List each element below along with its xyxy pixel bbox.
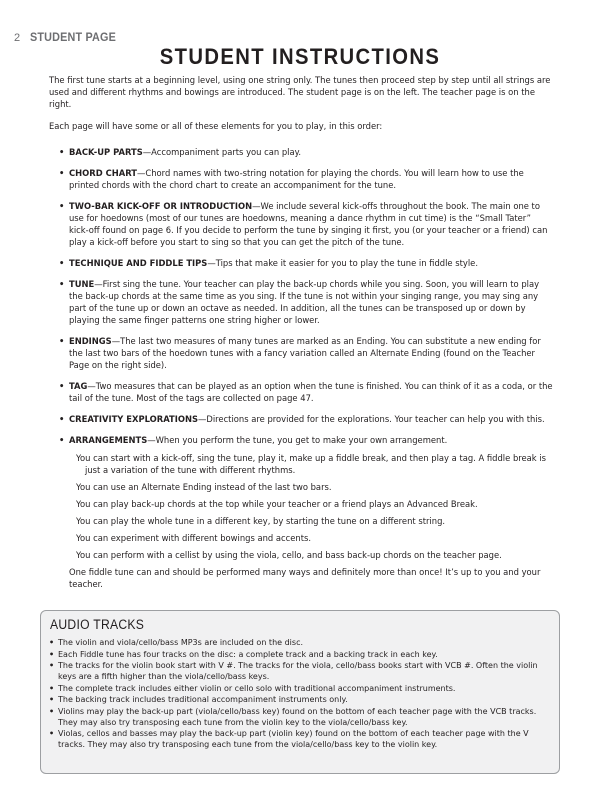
element-term: ARRANGEMENTS	[69, 435, 148, 445]
element-term: TUNE	[69, 279, 95, 289]
element-term: TAG	[69, 381, 88, 391]
arrangement-item: You can play back-up chords at the top while your teacher or a friend plays an Advanced Break.	[76, 499, 478, 509]
audio-item: • Each Fiddle tune has four tracks on the disc: a complete track and a backing track in each key.	[49, 649, 549, 660]
element-text: —Directions are provided for the explorations. Your teacher can help you with this.	[198, 414, 545, 424]
element-text: —Accompaniment parts you can play.	[142, 147, 302, 157]
arrangement-item: You can use an Alternate Ending instead of the last two bars.	[76, 482, 332, 492]
element-endings	[59, 335, 553, 371]
audio-item: • The tracks for the violin book start with V #. The tracks for the viola, cello/bass books start with VCB #. Often the violin keys are a fifth higher than the viola/cello/bass keys.	[49, 660, 549, 682]
page-number: 2	[14, 32, 21, 44]
arrangement-item: You can experiment with different bowings and accents.	[76, 533, 312, 543]
element-term: BACK-UP PARTS	[69, 147, 143, 157]
arrangements-list	[69, 452, 553, 561]
element-term: TWO-BAR KICK-OFF OR INTRODUCTION	[69, 201, 253, 211]
element-tag	[59, 380, 553, 404]
section-label: STUDENT PAGE	[30, 30, 117, 44]
element-term: CHORD CHART	[69, 168, 138, 178]
element-kick-off	[59, 200, 553, 248]
arrangement-item: You can play the whole tune in a different key, by starting the tune on a different string.	[76, 516, 446, 526]
audio-item: • The violin and viola/cello/bass MP3s are included on the disc.	[49, 637, 549, 648]
arrangement-item: You can start with a kick-off, sing the tune, play it, make up a fiddle break, and then play a tag. A fiddle break is just a variation of the tune with different rhythms.	[76, 453, 547, 475]
element-text: —First sing the tune. Your teacher can play the back-up chords while you sing. Soon, you will learn to play the back-up chords at the same time as you sing. If the tune is not within your singing range, you may sing any part of the tune up or down an octave as needed. In addition, all the tunes can be transposed up or down by playing the same finger patterns one string higher or lower.	[69, 279, 540, 325]
element-text: —The last two measures of many tunes are marked as an Ending. You can substitute a new ending for the last two bars of the hoedown tunes with a fancy variation called an Alternate Ending (found on the Teacher Page on the right side).	[69, 336, 541, 370]
audio-tracks-box	[40, 610, 560, 774]
element-text: —When you perform the tune, you get to make your own arrangement.	[147, 435, 448, 445]
audio-item: • Violins may play the back-up part (viola/cello/bass key) found on the bottom of each teacher page with the VCB tracks. They may also try transposing each tune from the violin key to the viola/cello/bass key.	[49, 706, 549, 728]
element-back-up-parts	[59, 146, 553, 158]
instructions-body	[49, 74, 553, 590]
page-title: STUDENT INSTRUCTIONS	[159, 44, 441, 69]
audio-item: • The backing track includes traditional accompaniment instruments only.	[49, 694, 549, 705]
audio-item: • The complete track includes either violin or cello solo with traditional accompaniment instruments.	[49, 683, 549, 694]
element-text: —We include several kick-offs throughout the book. The main one to use for hoedowns (most of our tunes are hoedowns, meaning a dance rhythm in cut time) is the “Small Tater” kick-off found on page 6. If you decide to perform the tune by singing it first, you (or your teacher or a friend) can play a kick-off before you start to sing so that you can get the pitch of the tune.	[69, 201, 548, 247]
element-technique-tips	[59, 257, 553, 269]
element-creativity	[59, 413, 553, 425]
elements-list	[49, 146, 553, 561]
arrangement-item: You can perform with a cellist by using the viola, cello, and bass back-up chords on the teacher page.	[76, 550, 502, 560]
element-arrangements	[59, 434, 553, 561]
closing-paragraph: One fiddle tune can and should be performed many ways and definitely more than once! It’s up to you and your teacher.	[69, 567, 541, 589]
element-text: —Chord names with two-string notation for playing the chords. You will learn how to use the printed chords with the chord chart to create an accompaniment for the tune.	[69, 168, 524, 190]
audio-item: • Violas, cellos and basses may play the back-up part (violin key) found on the bottom of each teacher page with the V tracks. They may also try transposing each tune from the viola/cello/bass key to the violin key.	[49, 728, 549, 750]
element-text: —Two measures that can be played as an option when the tune is finished. You can think of it as a coda, or the tail of the tune. Most of the tags are collected on page 47.	[69, 381, 553, 403]
element-tune	[59, 278, 553, 326]
intro-order-paragraph: Each page will have some or all of these elements for you to play, in this order:	[49, 121, 383, 131]
audio-tracks-title: AUDIO TRACKS	[50, 617, 145, 632]
element-chord-chart	[59, 167, 553, 191]
element-term: TECHNIQUE AND FIDDLE TIPS	[69, 258, 208, 268]
element-term: CREATIVITY EXPLORATIONS	[69, 414, 199, 424]
element-text: —Tips that make it easier for you to play the tune in fiddle style.	[207, 258, 478, 268]
element-term: ENDINGS	[69, 336, 112, 346]
audio-tracks-list	[49, 637, 549, 751]
intro-paragraph: The first tune starts at a beginning level, using one string only. The tunes then proceed step by step until all strings are used and different rhythms and bowings are introduced. The student page is on the left. The teacher page is on the right.	[49, 75, 551, 109]
